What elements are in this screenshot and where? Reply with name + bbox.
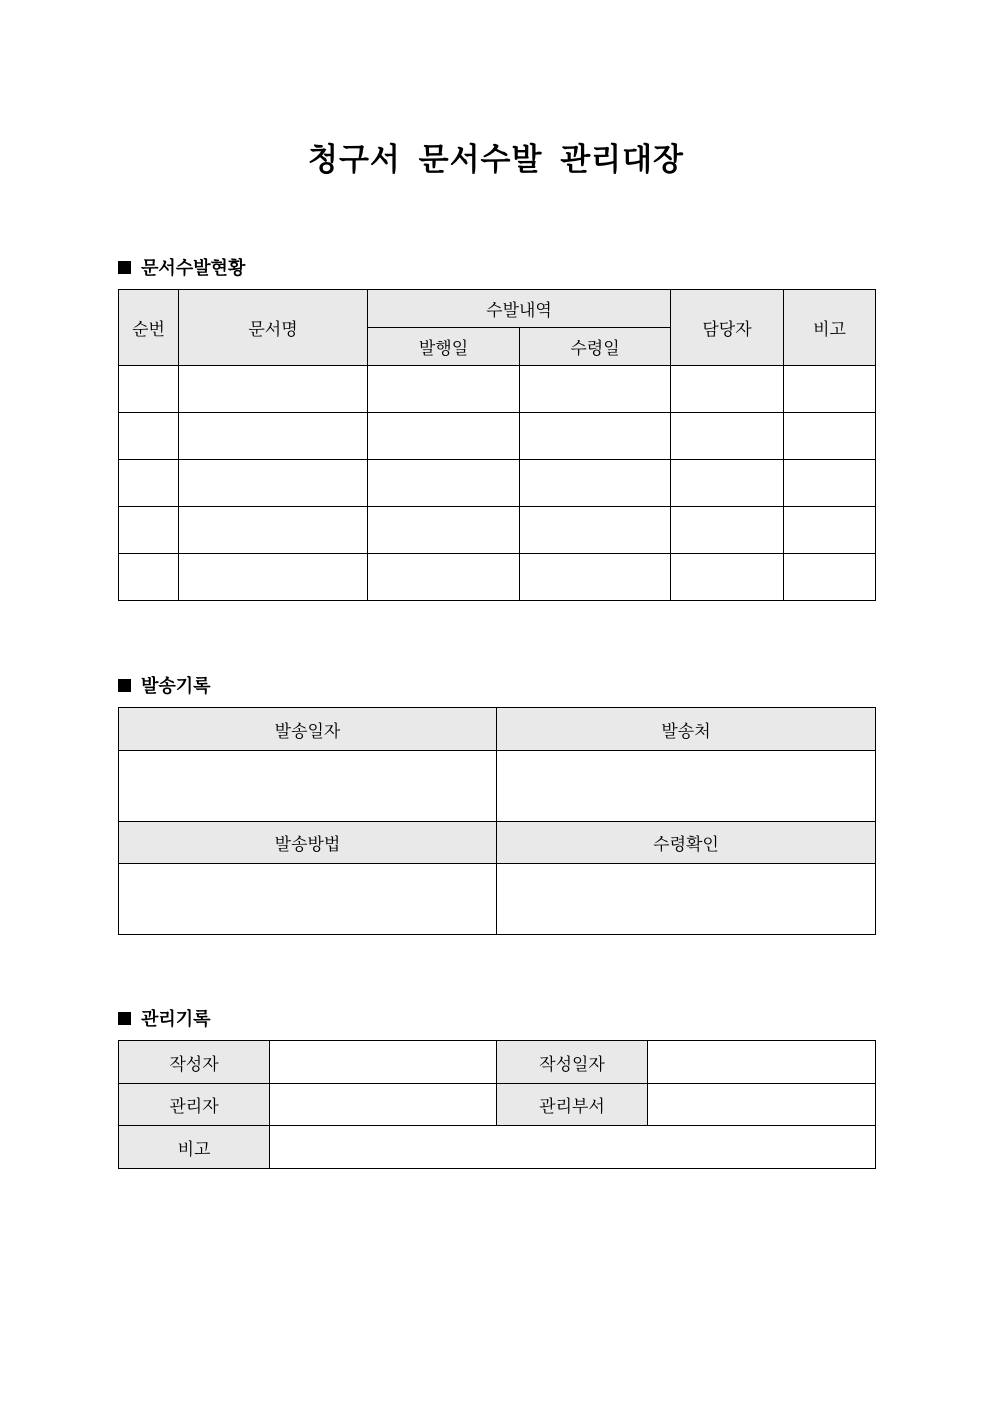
- cell-doc-name[interactable]: [179, 413, 368, 460]
- cell-no[interactable]: [119, 507, 179, 554]
- field-department[interactable]: [648, 1084, 876, 1126]
- cell-issue-date[interactable]: [368, 460, 520, 507]
- cell-note[interactable]: [784, 413, 876, 460]
- header-no: 순번: [119, 290, 179, 366]
- table-row: [119, 413, 876, 460]
- square-bullet-icon: [118, 261, 131, 274]
- label-author: 작성자: [119, 1041, 270, 1084]
- cell-note[interactable]: [784, 507, 876, 554]
- cell-no[interactable]: [119, 554, 179, 601]
- label-department: 관리부서: [497, 1084, 648, 1126]
- management-record-table: [118, 1040, 876, 1169]
- cell-person[interactable]: [671, 413, 784, 460]
- field-method[interactable]: [119, 864, 497, 935]
- cell-doc-name[interactable]: [179, 554, 368, 601]
- cell-receipt-date[interactable]: [520, 413, 671, 460]
- cell-receipt-date[interactable]: [520, 366, 671, 413]
- field-destination[interactable]: [497, 751, 876, 822]
- section-heading-label: 문서수발현황: [141, 258, 246, 279]
- header-issue-date: 발행일: [368, 328, 520, 366]
- cell-person[interactable]: [671, 554, 784, 601]
- table-row: [119, 366, 876, 413]
- section-heading-label: 발송기록: [141, 676, 211, 697]
- cell-no[interactable]: [119, 366, 179, 413]
- table-row: [119, 507, 876, 554]
- cell-note[interactable]: [784, 554, 876, 601]
- label-written-date: 작성일자: [497, 1041, 648, 1084]
- label-method: 발송방법: [119, 822, 497, 864]
- cell-person[interactable]: [671, 460, 784, 507]
- cell-person[interactable]: [671, 366, 784, 413]
- square-bullet-icon: [118, 679, 131, 692]
- field-author[interactable]: [270, 1041, 497, 1084]
- header-exchange-group: 수발내역: [368, 290, 671, 328]
- header-receipt-date: 수령일: [520, 328, 671, 366]
- table-row: [119, 554, 876, 601]
- label-send-date: 발송일자: [119, 708, 497, 751]
- cell-issue-date[interactable]: [368, 554, 520, 601]
- section-heading-status: [118, 254, 245, 280]
- cell-person[interactable]: [671, 507, 784, 554]
- field-receipt-confirm[interactable]: [497, 864, 876, 935]
- cell-doc-name[interactable]: [179, 460, 368, 507]
- square-bullet-icon: [118, 1012, 131, 1025]
- cell-receipt-date[interactable]: [520, 460, 671, 507]
- table-row: [119, 460, 876, 507]
- section-heading-shipping: [118, 672, 211, 698]
- cell-no[interactable]: [119, 460, 179, 507]
- header-person: 담당자: [671, 290, 784, 366]
- label-note: 비고: [119, 1126, 270, 1169]
- field-written-date[interactable]: [648, 1041, 876, 1084]
- cell-issue-date[interactable]: [368, 507, 520, 554]
- document-status-table: [118, 289, 876, 601]
- label-destination: 발송처: [497, 708, 876, 751]
- cell-note[interactable]: [784, 460, 876, 507]
- cell-doc-name[interactable]: [179, 507, 368, 554]
- field-note[interactable]: [270, 1126, 876, 1169]
- header-note: 비고: [784, 290, 876, 366]
- cell-issue-date[interactable]: [368, 413, 520, 460]
- section-heading-management: [118, 1005, 211, 1031]
- shipping-record-table: [118, 707, 876, 935]
- cell-receipt-date[interactable]: [520, 554, 671, 601]
- header-doc-name: 문서명: [179, 290, 368, 366]
- document-title: 청구서 문서수발 관리대장: [308, 142, 684, 178]
- cell-no[interactable]: [119, 413, 179, 460]
- field-send-date[interactable]: [119, 751, 497, 822]
- cell-doc-name[interactable]: [179, 366, 368, 413]
- field-manager[interactable]: [270, 1084, 497, 1126]
- cell-note[interactable]: [784, 366, 876, 413]
- label-receipt-confirm: 수령확인: [497, 822, 876, 864]
- cell-receipt-date[interactable]: [520, 507, 671, 554]
- section-heading-label: 관리기록: [141, 1009, 211, 1030]
- cell-issue-date[interactable]: [368, 366, 520, 413]
- label-manager: 관리자: [119, 1084, 270, 1126]
